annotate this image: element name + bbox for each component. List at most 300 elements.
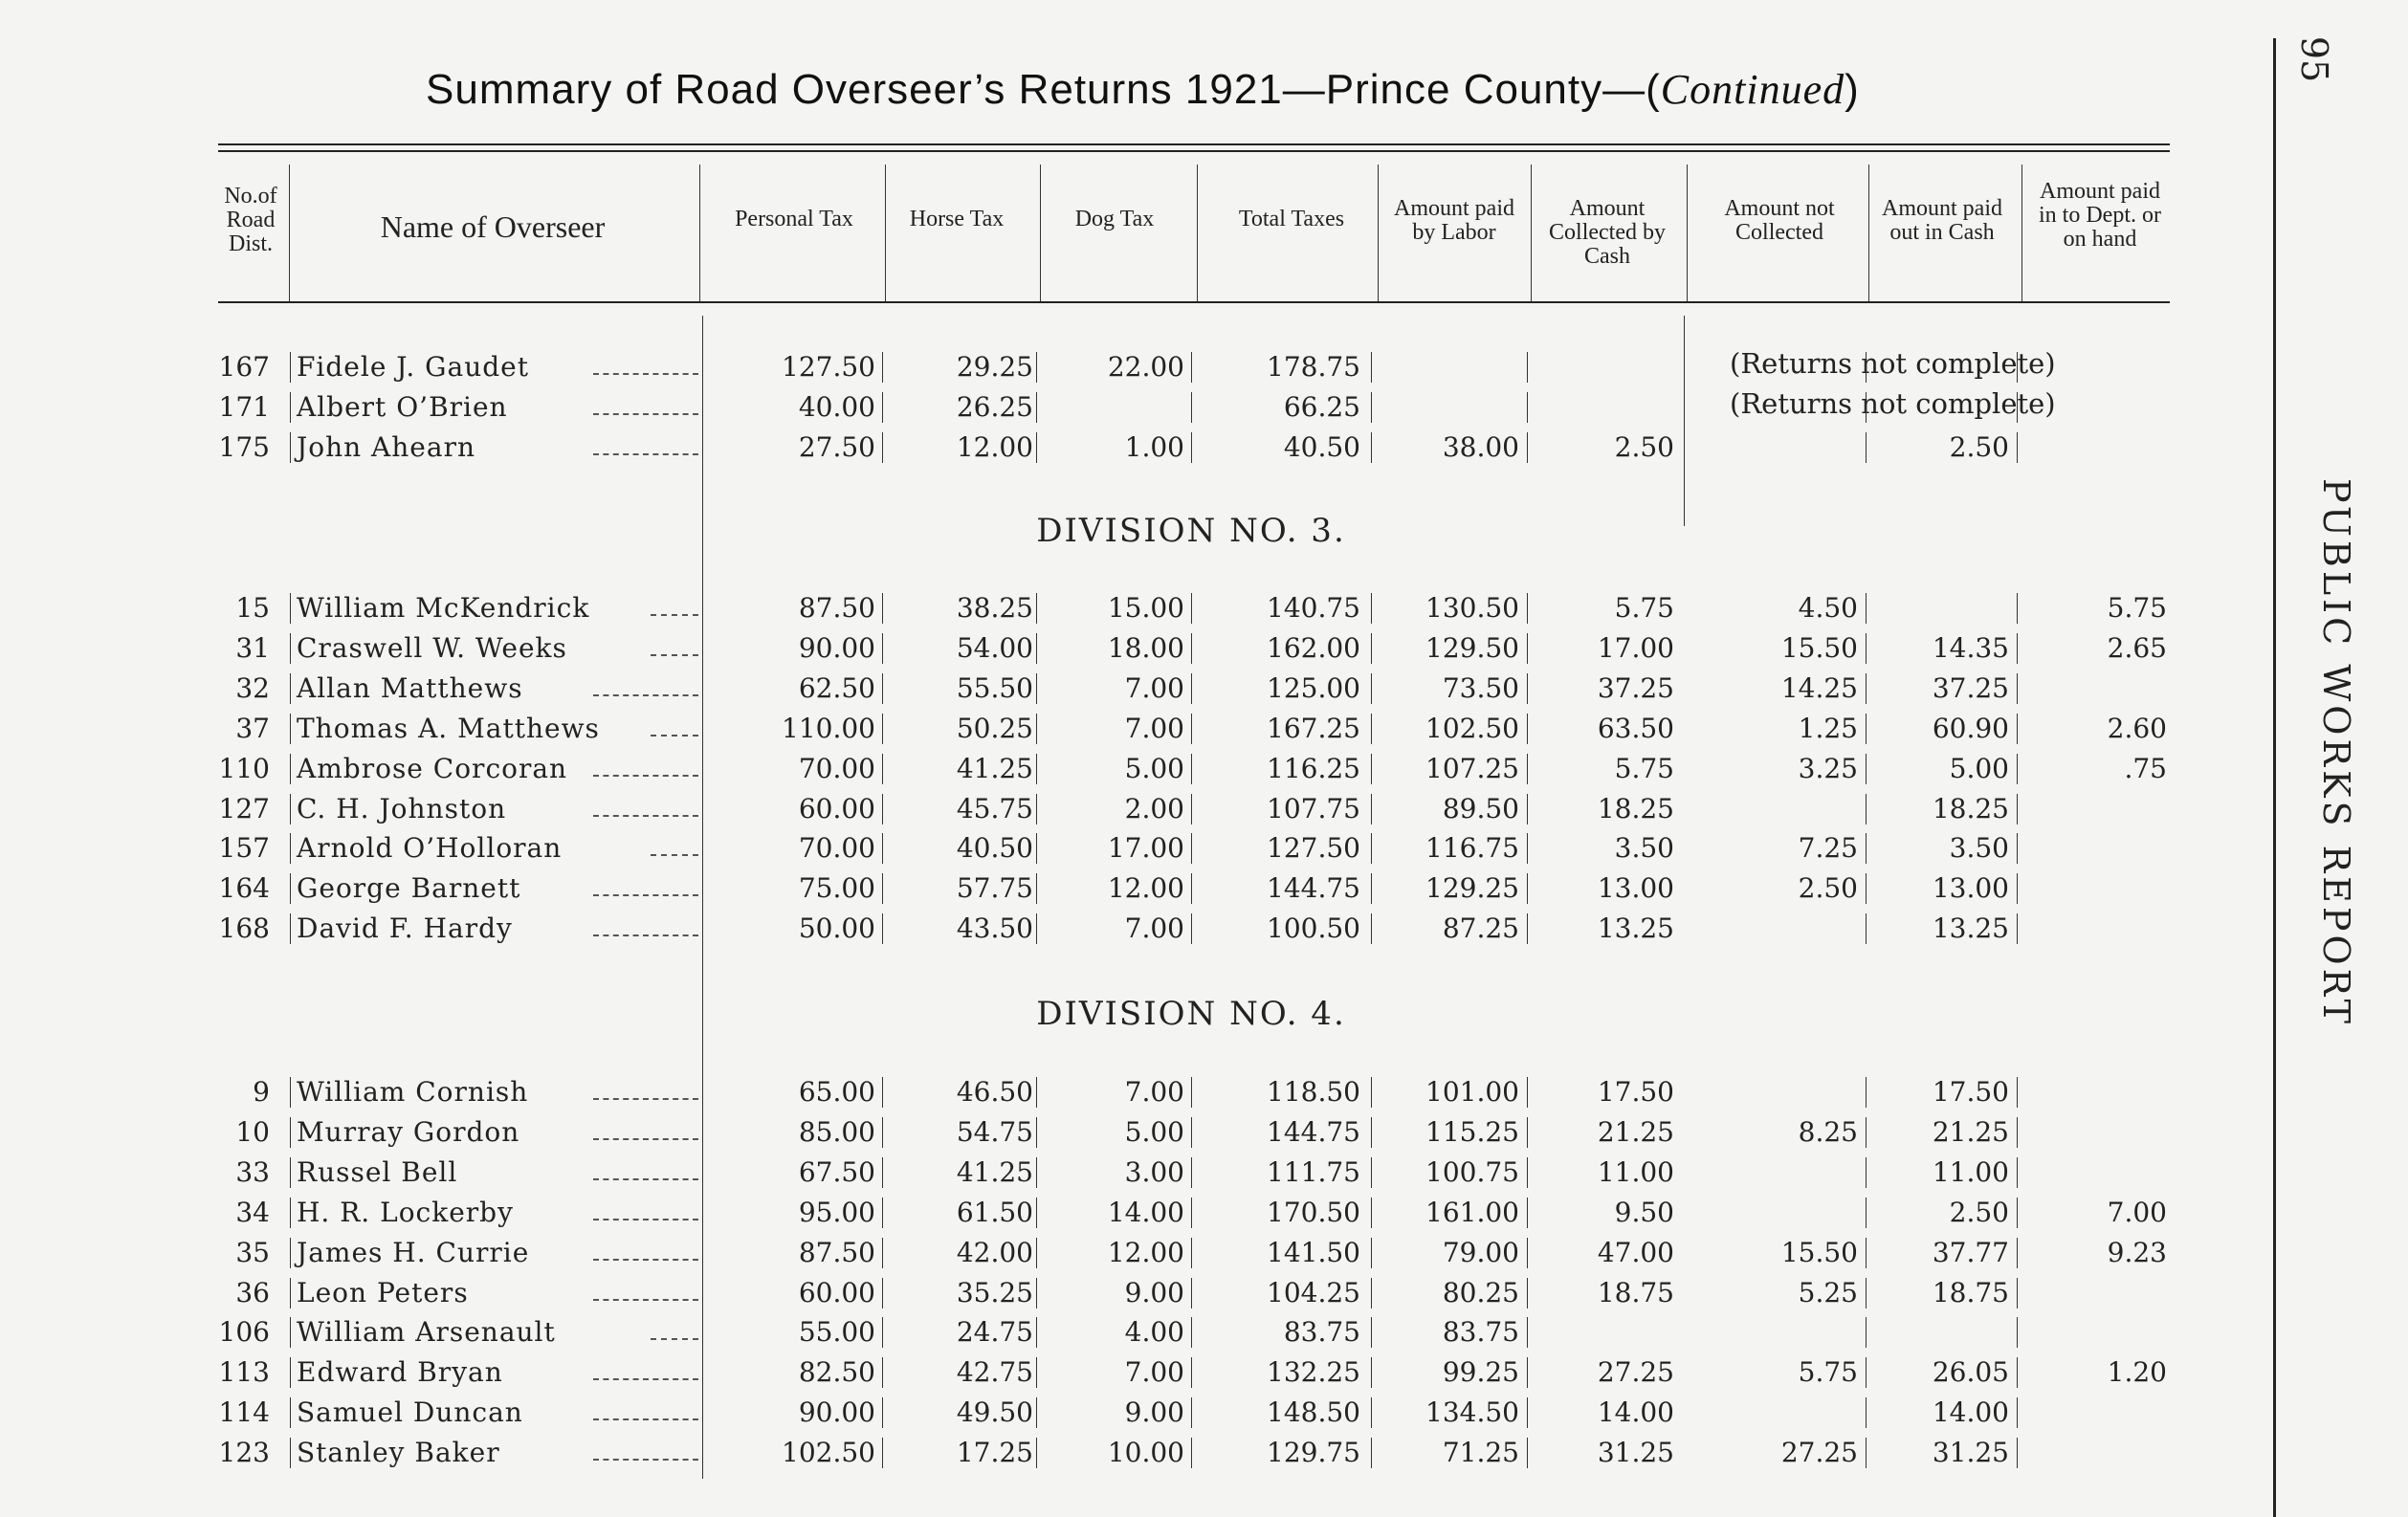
cell-paid-out: 11.00: [1932, 1155, 2009, 1188]
cell-horse: 38.25: [956, 592, 1033, 624]
overseer-name: Albert O’Brien: [297, 390, 508, 423]
cell-personal: 62.50: [798, 671, 875, 704]
overseer-name: Leon Peters: [297, 1276, 469, 1308]
cell-labor: 129.50: [1425, 631, 1519, 664]
cell-personal: 85.00: [798, 1115, 875, 1148]
cell-paid-out: 5.00: [1949, 752, 2009, 784]
cell-labor: 107.25: [1425, 752, 1519, 784]
cell-cash: 9.50: [1614, 1196, 1674, 1228]
cell-dog: 7.00: [1124, 912, 1184, 945]
cell-dept: [2014, 790, 2167, 828]
cell-cash: 11.00: [1597, 1155, 1674, 1188]
cell-separator: [1191, 1438, 1192, 1468]
cell-total: 111.75: [1267, 1155, 1360, 1188]
dot-leader: [593, 1378, 698, 1380]
overseer-name: Fidele J. Gaudet: [297, 351, 529, 383]
col-header-collected-by-cash: Amount Collected by Cash: [1549, 196, 1666, 269]
cell-separator: [290, 714, 291, 744]
dot-leader: [651, 654, 698, 656]
cell-dept: 1.20: [2107, 1356, 2167, 1389]
cell-paid-out: [1856, 388, 2009, 427]
cell-paid-out: 18.25: [1932, 792, 2009, 824]
cell-separator: [1191, 1317, 1192, 1348]
cell-personal: 50.00: [798, 912, 875, 945]
cell-cash: 2.50: [1614, 430, 1674, 463]
cell-cash: 5.75: [1614, 592, 1674, 624]
cell-total: 178.75: [1267, 351, 1360, 383]
cell-total: 100.50: [1267, 912, 1360, 945]
side-running-title: PUBLIC WORKS REPORT: [2315, 478, 2357, 1027]
cell-dog: 3.00: [1124, 1155, 1184, 1188]
cell-paid-out: 18.75: [1932, 1276, 2009, 1308]
header-rule-bottom: [218, 301, 2170, 303]
col-header-paid-out-cash: Amount paid out in Cash: [1882, 196, 2002, 245]
cell-dog: 2.00: [1124, 792, 1184, 824]
cell-not-collected: [1705, 790, 1858, 828]
road-dist-number: 168: [218, 912, 270, 945]
dot-leader: [593, 1259, 698, 1261]
cell-dept: [2014, 1434, 2167, 1472]
cell-paid-out: 37.25: [1932, 671, 2009, 704]
road-dist-number: 35: [235, 1236, 270, 1268]
hdr-sep: [289, 165, 290, 301]
cell-separator: [290, 833, 291, 864]
cell-paid-out: [1856, 589, 2009, 627]
cell-dept: 7.00: [2107, 1196, 2167, 1228]
road-dist-number: 164: [218, 872, 270, 905]
cell-dog: 22.00: [1107, 351, 1184, 383]
road-dist-number: 110: [218, 752, 270, 784]
road-dist-number: 32: [235, 671, 270, 704]
road-dist-number: 123: [218, 1437, 270, 1469]
cell-total: 40.50: [1283, 430, 1360, 463]
cell-total: 127.50: [1267, 832, 1360, 865]
cell-not-collected: 4.50: [1798, 592, 1858, 624]
road-dist-number: 15: [235, 592, 270, 624]
cell-cash: 5.75: [1614, 752, 1674, 784]
cell-paid-out: 17.50: [1932, 1076, 2009, 1108]
overseer-name: Ambrose Corcoran: [297, 752, 568, 784]
overseer-name: Samuel Duncan: [297, 1396, 523, 1429]
cell-personal: 60.00: [798, 1276, 875, 1308]
cell-cash: 13.25: [1597, 912, 1674, 945]
col-header-not-collected: Amount not Collected: [1724, 196, 1835, 245]
cell-horse: 57.75: [956, 872, 1033, 905]
overseer-name: William Arsenault: [297, 1316, 556, 1349]
cell-separator: [1191, 714, 1192, 744]
cell-labor: [1366, 388, 1519, 427]
dot-leader: [593, 775, 698, 777]
cell-dept: [2014, 1313, 2167, 1352]
cell-separator: [290, 913, 291, 944]
cell-total: 125.00: [1267, 671, 1360, 704]
cell-dept: 5.75: [2107, 592, 2167, 624]
cell-separator: [1191, 1077, 1192, 1108]
cell-dog: 5.00: [1124, 752, 1184, 784]
cell-total: 129.75: [1267, 1437, 1360, 1469]
cell-horse: 43.50: [956, 912, 1033, 945]
road-dist-number: 34: [235, 1196, 270, 1228]
cell-horse: 55.50: [956, 671, 1033, 704]
cell-not-collected: [1705, 1073, 1858, 1111]
cell-separator: [1191, 593, 1192, 624]
overseer-name: George Barnett: [297, 872, 521, 905]
cell-personal: 55.00: [798, 1316, 875, 1349]
cell-horse: 40.50: [956, 832, 1033, 865]
cell-dept: [2014, 1274, 2167, 1312]
road-dist-number: 9: [253, 1076, 270, 1108]
cell-separator: [1191, 913, 1192, 944]
cell-personal: 87.50: [798, 1236, 875, 1268]
cell-personal: 65.00: [798, 1076, 875, 1108]
cell-cash: 18.25: [1597, 792, 1674, 824]
cell-paid-out: 13.00: [1932, 872, 2009, 905]
cell-horse: 12.00: [956, 430, 1033, 463]
hdr-sep: [1531, 165, 1532, 301]
cell-horse: 41.25: [956, 752, 1033, 784]
cell-horse: 35.25: [956, 1276, 1033, 1308]
col-header-personal-tax: Personal Tax: [735, 207, 853, 231]
cell-cash: 31.25: [1597, 1437, 1674, 1469]
cell-cash: 3.50: [1614, 832, 1674, 865]
road-dist-number: 127: [218, 792, 270, 824]
road-dist-number: 175: [218, 430, 270, 463]
cell-separator: [1191, 673, 1192, 704]
cell-not-collected: 8.25: [1798, 1115, 1858, 1148]
overseer-name: Edward Bryan: [297, 1356, 503, 1389]
cell-dept: [2014, 1154, 2167, 1192]
cell-personal: 60.00: [798, 792, 875, 824]
cell-separator: [290, 593, 291, 624]
dot-leader: [593, 373, 698, 375]
header-rule-top: [218, 143, 2170, 145]
cell-dept: [2014, 429, 2167, 467]
cell-paid-out: [1856, 348, 2009, 386]
hdr-sep: [1868, 165, 1869, 301]
cell-labor: 73.50: [1442, 671, 1519, 704]
dot-leader: [593, 1459, 698, 1461]
cell-separator: [290, 1198, 291, 1228]
cell-separator: [1191, 633, 1192, 664]
col-header-total-taxes: Total Taxes: [1238, 207, 1345, 231]
cell-personal: 102.50: [782, 1437, 875, 1469]
cell-dog: [1031, 388, 1184, 427]
cell-cash: 27.25: [1597, 1356, 1674, 1389]
cell-dog: 1.00: [1124, 430, 1184, 463]
title-continued: Continued: [1660, 66, 1845, 113]
cell-horse: 54.75: [956, 1115, 1033, 1148]
cell-separator: [290, 1317, 291, 1348]
cell-horse: 17.25: [956, 1437, 1033, 1469]
cell-not-collected: 5.25: [1798, 1276, 1858, 1308]
cell-labor: [1366, 348, 1519, 386]
cell-not-collected: 15.50: [1780, 1236, 1858, 1268]
cell-horse: 46.50: [956, 1076, 1033, 1108]
cell-dept: [2014, 869, 2167, 908]
cell-labor: 115.25: [1425, 1115, 1519, 1148]
overseer-name: Craswell W. Weeks: [297, 631, 567, 664]
cell-personal: 70.00: [798, 832, 875, 865]
cell-cash: 17.00: [1597, 631, 1674, 664]
cell-total: 132.25: [1267, 1356, 1360, 1389]
cell-total: 162.00: [1267, 631, 1360, 664]
col-header-road-dist: No.of Road Dist.: [224, 184, 277, 256]
cell-dept: [2014, 670, 2167, 708]
overseer-name: Allan Matthews: [297, 671, 523, 704]
cell-separator: [1191, 392, 1192, 423]
hdr-sep: [1040, 165, 1041, 301]
cell-paid-out: 3.50: [1949, 832, 2009, 865]
overseer-name: C. H. Johnston: [297, 792, 507, 824]
overseer-name: Thomas A. Matthews: [297, 712, 600, 744]
cell-labor: 99.25: [1442, 1356, 1519, 1389]
cell-paid-out: 2.50: [1949, 1196, 2009, 1228]
road-dist-number: 157: [218, 832, 270, 865]
cell-separator: [290, 1397, 291, 1428]
cell-separator: [290, 633, 291, 664]
returns-not-complete-note: (Returns not complete): [1730, 387, 2056, 420]
cell-paid-out: [1856, 1313, 2009, 1352]
road-dist-number: 114: [218, 1396, 270, 1429]
overseer-name: James H. Currie: [297, 1236, 530, 1268]
cell-not-collected: [1705, 348, 1858, 386]
cell-not-collected: 14.25: [1780, 671, 1858, 704]
cell-cash: 37.25: [1597, 671, 1674, 704]
cell-labor: 71.25: [1442, 1437, 1519, 1469]
cell-dog: 18.00: [1107, 631, 1184, 664]
col-header-paid-by-labor: Amount paid by Labor: [1394, 196, 1514, 245]
cell-labor: 80.25: [1442, 1276, 1519, 1308]
cell-separator: [1191, 794, 1192, 824]
cell-labor: 83.75: [1442, 1316, 1519, 1349]
cell-total: 118.50: [1267, 1076, 1360, 1108]
cell-labor: 134.50: [1425, 1396, 1519, 1429]
overseer-name: John Ahearn: [297, 430, 475, 463]
cell-separator: [1191, 1117, 1192, 1148]
road-dist-number: 10: [235, 1115, 270, 1148]
cell-separator: [290, 1077, 291, 1108]
cell-dept: .75: [2124, 752, 2167, 784]
cell-total: 170.50: [1267, 1196, 1360, 1228]
cell-dog: 7.00: [1124, 712, 1184, 744]
cell-personal: 110.00: [782, 712, 875, 744]
cell-total: 104.25: [1267, 1276, 1360, 1308]
returns-not-complete-note: (Returns not complete): [1730, 347, 2056, 380]
cell-separator: [1191, 1397, 1192, 1428]
page-title: [426, 65, 1995, 114]
overseer-name: Stanley Baker: [297, 1437, 500, 1469]
cell-separator: [1191, 1278, 1192, 1308]
title-close: ): [1845, 66, 1860, 113]
cell-personal: 82.50: [798, 1356, 875, 1389]
body-sep-name: [702, 316, 703, 1479]
cell-dept: [2014, 1073, 2167, 1111]
cell-not-collected: 5.75: [1798, 1356, 1858, 1389]
dot-leader: [593, 1098, 698, 1100]
cell-not-collected: [1705, 429, 1858, 467]
cell-dept: 2.60: [2107, 712, 2167, 744]
cell-dog: 7.00: [1124, 1356, 1184, 1389]
cell-not-collected: 27.25: [1780, 1437, 1858, 1469]
cell-horse: 49.50: [956, 1396, 1033, 1429]
cell-paid-out: 14.35: [1932, 631, 2009, 664]
cell-labor: 129.25: [1425, 872, 1519, 905]
hdr-sep: [699, 165, 700, 301]
cell-horse: 50.25: [956, 712, 1033, 744]
cell-dog: 12.00: [1107, 872, 1184, 905]
cell-cash: 18.75: [1597, 1276, 1674, 1308]
cell-total: 107.75: [1267, 792, 1360, 824]
side-margin-rule: [2273, 38, 2276, 1517]
road-dist-number: 36: [235, 1276, 270, 1308]
cell-not-collected: [1705, 388, 1858, 427]
cell-dog: 5.00: [1124, 1115, 1184, 1148]
hdr-sep: [885, 165, 886, 301]
cell-separator: [1191, 754, 1192, 784]
cell-dog: 15.00: [1107, 592, 1184, 624]
dot-leader: [593, 934, 698, 936]
cell-cash: 21.25: [1597, 1115, 1674, 1148]
cell-total: 140.75: [1267, 592, 1360, 624]
cell-not-collected: [1705, 1313, 1858, 1352]
overseer-name: William McKendrick: [297, 592, 590, 624]
cell-personal: 67.50: [798, 1155, 875, 1188]
cell-dept: 9.23: [2107, 1236, 2167, 1268]
overseer-name: David F. Hardy: [297, 912, 513, 945]
hdr-sep: [1687, 165, 1688, 301]
cell-cash: 17.50: [1597, 1076, 1674, 1108]
road-dist-number: 171: [218, 390, 270, 423]
cell-labor: 116.75: [1425, 832, 1519, 865]
cell-horse: 41.25: [956, 1155, 1033, 1188]
dot-leader: [593, 1219, 698, 1220]
cell-separator: [290, 754, 291, 784]
cell-separator: [290, 392, 291, 423]
road-dist-number: 106: [218, 1316, 270, 1349]
road-dist-number: 167: [218, 351, 270, 383]
cell-labor: 101.00: [1425, 1076, 1519, 1108]
dot-leader: [593, 1178, 698, 1180]
cell-personal: 127.50: [782, 351, 875, 383]
cell-dept: [2014, 910, 2167, 948]
hdr-sep: [1197, 165, 1198, 301]
overseer-name: Arnold O’Holloran: [297, 832, 563, 865]
cell-dept: [2014, 348, 2167, 386]
dot-leader: [593, 413, 698, 415]
cell-total: 116.25: [1267, 752, 1360, 784]
cell-not-collected: 3.25: [1798, 752, 1858, 784]
cell-labor: 38.00: [1442, 430, 1519, 463]
cell-cash: 47.00: [1597, 1236, 1674, 1268]
col-header-dog-tax: Dog Tax: [1074, 207, 1155, 231]
cell-dept: 2.65: [2107, 631, 2167, 664]
cell-horse: 54.00: [956, 631, 1033, 664]
cell-separator: [1191, 1157, 1192, 1188]
cell-cash: [1521, 1313, 1674, 1352]
cell-separator: [1191, 873, 1192, 904]
cell-dept: [2014, 388, 2167, 427]
cell-cash: 63.50: [1597, 712, 1674, 744]
overseer-name: William Cornish: [297, 1076, 529, 1108]
cell-total: 148.50: [1267, 1396, 1360, 1429]
cell-not-collected: [1705, 1154, 1858, 1192]
title-text: Summary of Road Overseer’s Returns 1921—Prince County—(: [426, 66, 1661, 113]
cell-dog: 7.00: [1124, 1076, 1184, 1108]
cell-personal: 40.00: [798, 390, 875, 423]
cell-separator: [290, 1157, 291, 1188]
cell-paid-out: 31.25: [1932, 1437, 2009, 1469]
cell-paid-out: 60.90: [1932, 712, 2009, 744]
cell-dog: 17.00: [1107, 832, 1184, 865]
cell-total: 144.75: [1267, 872, 1360, 905]
cell-separator: [290, 794, 291, 824]
cell-separator: [290, 1357, 291, 1388]
cell-separator: [1191, 833, 1192, 864]
cell-labor: 130.50: [1425, 592, 1519, 624]
cell-horse: 26.25: [956, 390, 1033, 423]
cell-total: 66.25: [1283, 390, 1360, 423]
overseer-name: Murray Gordon: [297, 1115, 520, 1148]
cell-separator: [1191, 1357, 1192, 1388]
dot-leader: [651, 735, 698, 737]
cell-horse: 61.50: [956, 1196, 1033, 1228]
cell-horse: 24.75: [956, 1316, 1033, 1349]
cell-separator: [290, 1117, 291, 1148]
cell-dept: [2014, 1394, 2167, 1432]
cell-not-collected: [1705, 1394, 1858, 1432]
dot-leader: [593, 453, 698, 455]
cell-separator: [290, 1238, 291, 1268]
cell-personal: 75.00: [798, 872, 875, 905]
cell-separator: [1191, 1198, 1192, 1228]
road-dist-number: 33: [235, 1155, 270, 1188]
dot-leader: [593, 1138, 698, 1140]
cell-cash: 13.00: [1597, 872, 1674, 905]
cell-personal: 70.00: [798, 752, 875, 784]
road-dist-number: 31: [235, 631, 270, 664]
cell-paid-out: 26.05: [1932, 1356, 2009, 1389]
section-heading-division-3: DIVISION NO. 3.: [1036, 512, 1346, 550]
cell-not-collected: 1.25: [1798, 712, 1858, 744]
dot-leader: [651, 614, 698, 616]
cell-horse: 42.00: [956, 1236, 1033, 1268]
cell-separator: [290, 352, 291, 383]
cell-cash: 14.00: [1597, 1396, 1674, 1429]
cell-paid-out: 21.25: [1932, 1115, 2009, 1148]
dot-leader: [593, 815, 698, 817]
road-dist-number: 113: [218, 1356, 270, 1389]
cell-dog: 14.00: [1107, 1196, 1184, 1228]
cell-cash: [1521, 388, 1674, 427]
cell-not-collected: [1705, 1194, 1858, 1232]
cell-paid-out: 14.00: [1932, 1396, 2009, 1429]
cell-total: 144.75: [1267, 1115, 1360, 1148]
cell-dog: 9.00: [1124, 1276, 1184, 1308]
cell-horse: 45.75: [956, 792, 1033, 824]
col-header-horse-tax: Horse Tax: [909, 207, 1005, 231]
cell-paid-out: 2.50: [1949, 430, 2009, 463]
dot-leader: [651, 854, 698, 856]
cell-separator: [1191, 352, 1192, 383]
cell-labor: 89.50: [1442, 792, 1519, 824]
cell-not-collected: 15.50: [1780, 631, 1858, 664]
section-heading-division-4: DIVISION NO. 4.: [1036, 995, 1346, 1033]
cell-personal: 90.00: [798, 631, 875, 664]
cell-dog: 4.00: [1124, 1316, 1184, 1349]
header-rule-top-2: [218, 150, 2170, 152]
cell-separator: [290, 1278, 291, 1308]
cell-personal: 90.00: [798, 1396, 875, 1429]
